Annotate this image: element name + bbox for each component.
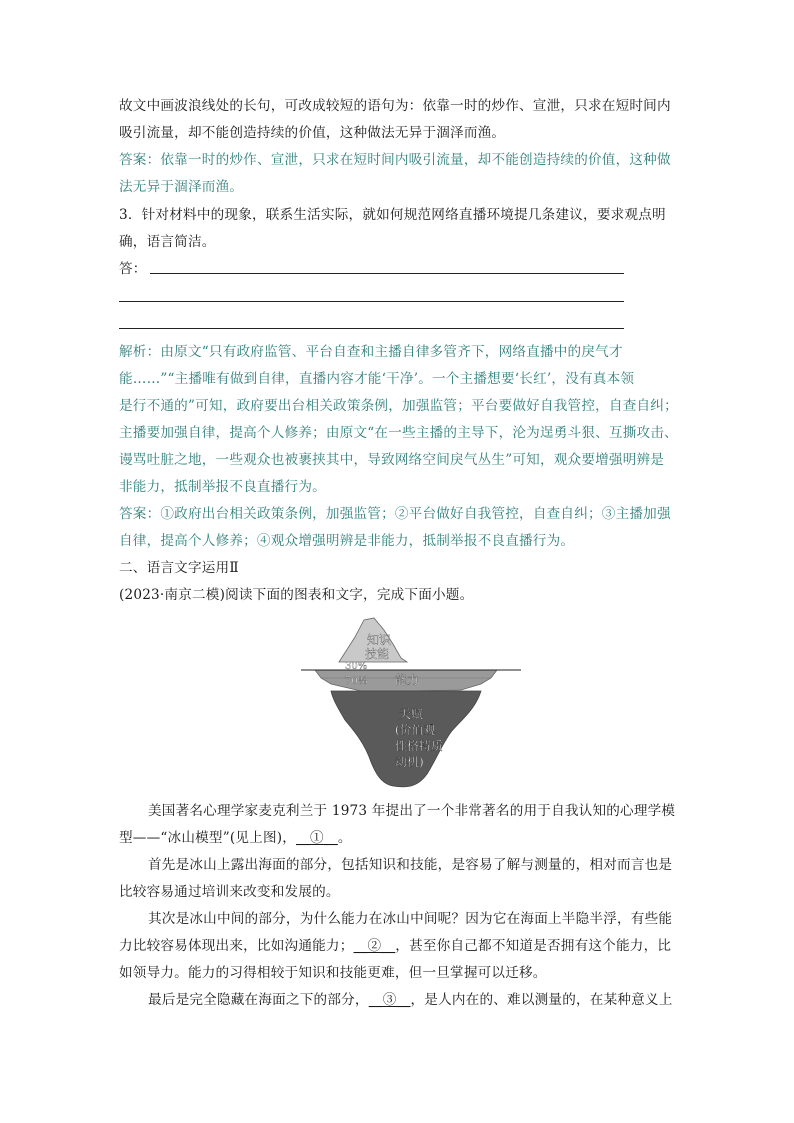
analysis-text: 谩骂吐脏之地，一些观众也被裹挟其中，导致网络空间戾气丛生”可知，观众要增强明辨是: [119, 452, 665, 468]
answer-2: [119, 505, 671, 523]
text-run: 型——“冰山模型”(见上图)，: [119, 830, 297, 846]
answer-label: 答案：: [119, 152, 161, 168]
analysis: [119, 343, 623, 361]
text-run: 最后是完全隐藏在海面之下的部分，: [148, 992, 369, 1008]
bottom-label-3: 性格特质: [395, 739, 444, 753]
analysis-text: 由原文“只有政府监管、平台自查和主播自律多管齐下，网络直播中的戾气才: [160, 344, 623, 360]
question-3: 3．针对材料中的现象，联系生活实际，就如何规范网络直播环境提几条建议，要求观点明: [119, 207, 666, 223]
body-paragraph: 比较容易通过培训来改变和发展的。: [119, 884, 340, 900]
iceberg-diagram: [301, 612, 521, 794]
answer-line[interactable]: [119, 301, 624, 302]
answer-1: [119, 151, 671, 169]
answer-line[interactable]: [119, 328, 624, 329]
reading-intro: (2023·南京二模)阅读下面的图表和文字，完成下面小题。: [119, 587, 474, 603]
bottom-label-2: (价值观: [395, 723, 436, 737]
analysis-text: 能……”“主播唯有做到自律，直播内容才能‘干净’。一个主播想要‘长红’，没有真本领: [119, 371, 635, 387]
answer-text: ①政府出台相关政策条例，加强监管；②平台做好自我管控，自查自纠；③主播加强: [160, 506, 671, 522]
body-paragraph: 其次是冰山中间的部分，为什么能力在冰山中间呢？因为它在海面上半隐半浮，有些能: [148, 911, 673, 927]
bottom-label-1: 天赋: [399, 707, 424, 721]
section-heading: 二、语言文字运用Ⅱ: [119, 560, 239, 576]
answer-line[interactable]: [150, 273, 624, 274]
answer-text: 依靠一时的炒作、宣泄，只求在短时间内吸引流量，却不能创造持续的价值，这种做: [160, 152, 671, 168]
fill-blank-1[interactable]: __①__: [296, 830, 338, 846]
body-paragraph: [148, 991, 673, 1009]
tip-label-skill: 技能: [365, 647, 390, 661]
text-run: 力比较容易体现出来，比如沟通能力；: [119, 938, 354, 954]
tip-label-knowledge: 知识: [367, 633, 392, 647]
answer-label: 答案：: [119, 506, 161, 522]
text-run: 。: [337, 830, 352, 846]
answer-prompt: 答：: [119, 261, 147, 277]
middle-label-ability: 能力: [395, 673, 420, 687]
answer-text: 法无异于涸泽而渔。: [119, 179, 244, 195]
analysis-text: 是行不通的”可知，政府要出台相关政策条例，加强监管；平台要做好自我管控，自查自纠；: [119, 398, 678, 414]
paragraph-line: 故文中画波浪线处的长句，可改成较短的语句为：依靠一时的炒作、宣泄，只求在短时间内: [119, 98, 671, 114]
analysis-text: 主播要加强自律，提高个人修养；由原文“在一些主播的主导下，沦为逞勇斗狠、互撕攻击、: [119, 425, 678, 441]
paragraph-line: 吸引流量，却不能创造持续的价值，这种做法无异于涸泽而渔。: [119, 125, 506, 141]
bottom-label-4: 动机): [395, 755, 424, 769]
analysis-label: 解析：: [119, 344, 161, 360]
fill-blank-2[interactable]: __②__: [353, 938, 396, 954]
text-run: ，是人内在的、难以测量的，在某种意义上: [410, 992, 673, 1008]
body-paragraph: 美国著名心理学家麦克利兰于 1973 年提出了一个非常著名的用于自我认知的心理学模: [148, 803, 676, 819]
body-paragraph: 如领导力。能力的习得相较于知识和技能更难，但一旦掌握可以迁移。: [119, 965, 547, 981]
percent-above: 30%: [345, 661, 368, 672]
body-paragraph: [119, 937, 671, 955]
question-3: 确，语言简洁。: [119, 234, 216, 250]
answer-text: 自律，提高个人修养；④观众增强明辨是非能力，抵制举报不良直播行为。: [119, 533, 575, 549]
body-paragraph: [119, 829, 352, 847]
analysis-text: 非能力，抵制举报不良直播行为。: [119, 479, 326, 495]
body-paragraph: 首先是冰山上露出海面的部分，包括知识和技能，是容易了解与测量的，相对而言也是: [148, 857, 673, 873]
fill-blank-3[interactable]: __③__: [368, 992, 411, 1008]
percent-below: 70%: [345, 676, 368, 687]
text-run: ，甚至你自己都不知道是否拥有这个能力，比: [395, 938, 672, 954]
